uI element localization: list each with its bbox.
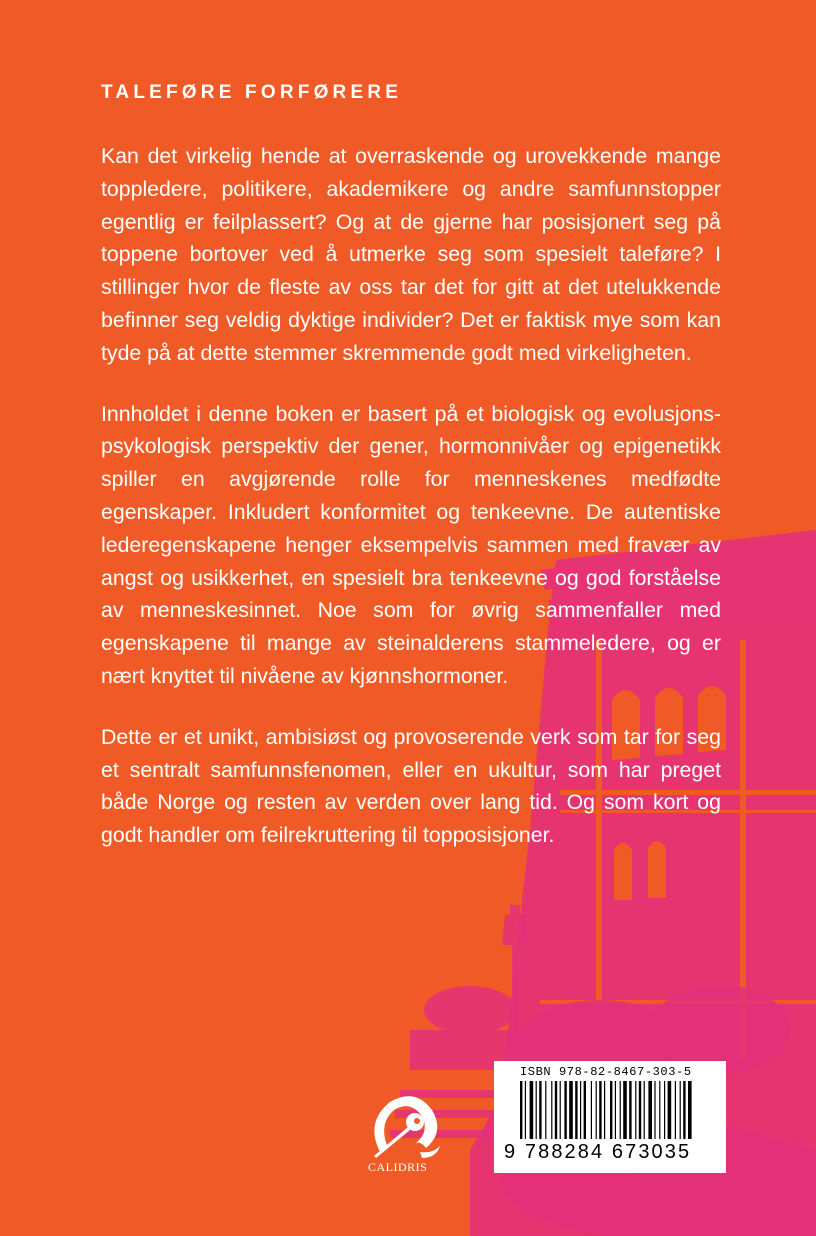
barcode-bar <box>596 1081 597 1139</box>
barcode-bar <box>644 1081 645 1139</box>
barcode-bar <box>575 1081 577 1139</box>
barcode-bar <box>520 1081 522 1139</box>
barcode-bar <box>551 1081 552 1139</box>
barcode-bar <box>610 1081 612 1139</box>
barcode-bar <box>580 1081 581 1139</box>
barcode-bar <box>668 1081 672 1139</box>
blurb-paragraph-3: Dette er et unikt, ambisiøst og provoserende verk som tar for seg et sentralt samfunnsfenomen, eller en ukultur, som har preget både Norge og resten av verden over lang tid. Og som kort og godt handler om feilrekruttering til topposisjoner. <box>101 724 721 848</box>
barcode-bar <box>620 1081 621 1139</box>
barcode-bar <box>545 1081 546 1139</box>
barcode-bar <box>539 1081 541 1139</box>
book-heading: TALEFØRE FORFØRERE <box>101 82 403 103</box>
blurb-paragraph-1: Kan det virkelig hende at overraskende og urovekkende mange toppledere, politikere, akademikere og andre samfunnstopper egentlig er feilplassert? Og at de gjerne har posisjonert seg på toppene bortover ved å utmerke seg som spesielt taleføre? I stillinger hvor de fleste av oss tar det for gitt at det utelukkende befinner seg veldig dyktige individer? Det er faktisk mye som kan tyde på at dette stemmer skremmende godt med virkeligheten. <box>101 144 721 365</box>
barcode-bar <box>688 1081 692 1139</box>
barcode-bar <box>555 1081 557 1139</box>
barcode-bar <box>664 1081 665 1139</box>
barcode-bar <box>530 1081 534 1139</box>
barcode-bar <box>584 1081 586 1139</box>
barcode-bar <box>654 1081 655 1139</box>
barcode-bar <box>591 1081 592 1139</box>
barcode-bar <box>599 1081 601 1139</box>
barcode-bar <box>604 1081 605 1139</box>
barcode-bar <box>659 1081 660 1139</box>
barcode-bar <box>560 1081 561 1139</box>
isbn-label: ISBN 978-82-8467-303-5 <box>520 1065 692 1079</box>
barcode-bar <box>680 1081 681 1139</box>
barcode-bar <box>639 1081 641 1139</box>
barcode-bar <box>683 1081 685 1139</box>
barcode-bars <box>506 1081 716 1143</box>
publisher-name: CALIDRIS <box>368 1160 428 1174</box>
barcode-bar <box>623 1081 627 1139</box>
barcode-bar <box>675 1081 676 1139</box>
barcode-bar <box>629 1081 631 1139</box>
barcode-bar <box>648 1081 652 1139</box>
barcode-digits: 9 788284 673035 <box>504 1141 692 1163</box>
barcode-bar <box>525 1081 526 1139</box>
barcode-bar <box>635 1081 636 1139</box>
barcode-bar <box>569 1081 573 1139</box>
barcode-bar <box>564 1081 566 1139</box>
isbn-barcode <box>494 1061 726 1173</box>
barcode-bar <box>536 1081 537 1139</box>
blurb-paragraph-2: Innholdet i denne boken er basert på et biologisk og evolusjons-psykologisk perspektiv der gener, hormonnivåer og epigenetikk spiller en avgjørende rolle for menneskenes medfødte egenskaper. Inkludert konformitet og tenkeevne. De autentiske lederegenskapene henger eksempelvis sammen med fravær av angst og usikkerhet, en spesielt bra tenkeevne og god forståelse av menneskesinnet. Noe som for øvrig sammenfaller med egenskapene til mange av steinalderens stammeledere, og er nært knyttet til nivåene av kjønnshormoner. <box>101 401 721 688</box>
barcode-bar <box>615 1081 616 1139</box>
blurb <box>101 140 721 880</box>
